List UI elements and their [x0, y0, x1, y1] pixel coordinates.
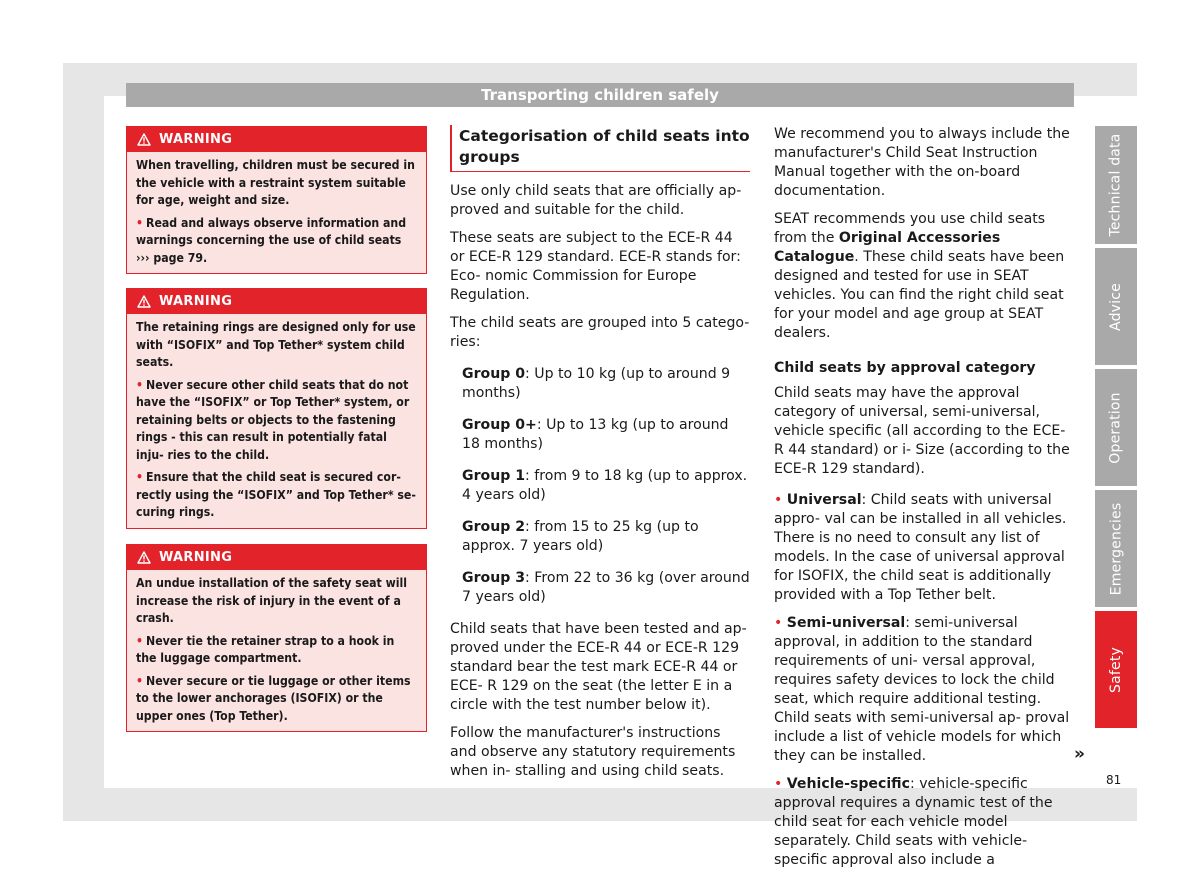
bullet-icon: • [136, 377, 144, 392]
chapter-title: Transporting children safely [481, 86, 719, 104]
bullet-icon: • [774, 492, 787, 508]
warning-bullet: • Never secure other child seats that do not have the “ISOFIX” or Top Tether* system, or retaining belts or objects to the fastening rings - this can result in potentially fatal inju- ries to the child. [136, 377, 410, 462]
continued-icon: » [1074, 744, 1085, 764]
paragraph: Child seats that have been tested and ap- proved under the ECE-R 44 or ECE-R 129 standard bear the test mark ECE-R 44 or ECE- R 129 on the seat (the letter E in a circle with the test number below it). [450, 621, 747, 713]
group-item: Group 2: from 15 to 25 kg (up to approx. 7 years old) [462, 519, 699, 554]
paragraph: Follow the manufacturer's instructions and observe any statutory requirements when in- stalling and using child seats. [450, 725, 736, 779]
warning-header [127, 289, 426, 314]
warning-triangle-icon [137, 133, 151, 146]
warning-triangle-icon [137, 295, 151, 308]
warning-box-2 [126, 288, 427, 529]
warning-body [127, 314, 426, 528]
warning-label: WARNING [159, 132, 233, 147]
paragraph: Use only child seats that are officially ap- proved and suitable for the child. [450, 183, 742, 218]
bullet-icon: • [136, 633, 144, 648]
group-item: Group 1: from 9 to 18 kg (up to approx. 4 years old) [462, 468, 748, 503]
paragraph: Child seats may have the approval category of universal, semi-universal, vehicle specific (all according to the ECE-R 44 standard) or i- Size (according to the ECE-R 129 standard). [774, 385, 1070, 477]
warning-intro: An undue installation of the safety seat will increase the risk of injury in the event of a crash. [136, 576, 407, 625]
approval-item: • Semi-universal: semi-universal approval, in addition to the standard requirements of uni- versal approval, requires safety devices to lock the child seat, which require additional testing. Child seats with semi-universal ap- proval include a list of vehicle models for which they can be installed. [774, 615, 1070, 764]
warning-triangle-icon [137, 551, 151, 564]
bullet-icon: • [136, 673, 144, 688]
warning-header [127, 127, 426, 152]
warning-header [127, 545, 426, 570]
warning-label: WARNING [159, 550, 233, 565]
paragraph: The child seats are grouped into 5 catego- ries: [450, 315, 750, 350]
bullet-icon: • [774, 776, 787, 792]
page-reference-link[interactable]: page 79 [153, 250, 203, 265]
warning-bullet: • Never tie the retainer strap to a hook in the luggage compartment. [136, 633, 395, 665]
warning-bullet: • Ensure that the child seat is secured cor- rectly using the “ISOFIX” and Top Tether* se- curing rings. [136, 470, 416, 519]
chapter-header [126, 83, 1074, 107]
right-column [774, 125, 1074, 879]
subheading: Child seats by approval category [774, 360, 1036, 376]
page-number: 81 [1106, 773, 1122, 787]
warning-intro: The retaining rings are designed only for use with “ISOFIX” and Top Tether* system child seats. [136, 320, 416, 369]
side-tab-safety[interactable]: Safety [1095, 611, 1137, 728]
approval-item: • Universal: Child seats with universal appro- val can be installed in all vehicles. There is no need to consult any list of models. In the case of universal approval for ISOFIX, the child seat is additionally provided with a Top Tether belt. [774, 492, 1067, 603]
bullet-icon: • [136, 470, 144, 484]
warning-label: WARNING [159, 294, 233, 309]
paragraph: SEAT recommends you use child seats from the Original Accessories Catalogue. These child seats have been designed and tested for use in SEAT vehicles. You can find the right child seat for your model and age group at SEAT dealers. [774, 211, 1065, 341]
warning-body [127, 570, 426, 731]
bullet-icon: • [774, 615, 787, 631]
warning-box-3 [126, 544, 427, 732]
warning-bullet: • Never secure or tie luggage or other items to the lower anchorages (ISOFIX) or the upper ones (Top Tether). [136, 673, 411, 723]
paragraph: These seats are subject to the ECE-R 44 or ECE-R 129 standard. ECE-R stands for: Eco- nomic Commission for Europe Regulation. [450, 230, 741, 303]
approval-item: • Vehicle-specific: vehicle-specific approval requires a dynamic test of the child seat for each vehicle model separately. Child seats with vehicle-specific approval also include a [774, 776, 1053, 868]
bullet-icon: • [136, 215, 144, 230]
group-item: Group 0+: Up to 13 kg (up to around 18 months) [462, 417, 729, 452]
side-tab-operation[interactable]: Operation [1095, 369, 1137, 486]
paragraph: We recommend you to always include the manufacturer's Child Seat Instruction Manual together with the on-board documentation. [774, 126, 1070, 199]
middle-column [450, 125, 750, 790]
side-tab-advice[interactable]: Advice [1095, 248, 1137, 365]
warning-box-1 [126, 126, 427, 274]
side-tab-emergencies[interactable]: Emergencies [1095, 490, 1137, 607]
section-title: Categorisation of child seats into groups [450, 125, 750, 172]
group-item: Group 3: From 22 to 36 kg (over around 7 years old) [462, 570, 750, 605]
warning-intro: When travelling, children must be secured in the vehicle with a restraint system suitable for age, weight and size. [136, 158, 415, 207]
page-reference-arrow: ››› [136, 250, 150, 265]
warning-bullet: • Read and always observe information and warnings concerning the use of child seats ››› page 79. [136, 215, 407, 265]
warning-body [127, 152, 426, 273]
group-item: Group 0: Up to 10 kg (up to around 9 months) [462, 366, 731, 401]
side-tab-technical-data[interactable]: Technical data [1095, 126, 1137, 244]
